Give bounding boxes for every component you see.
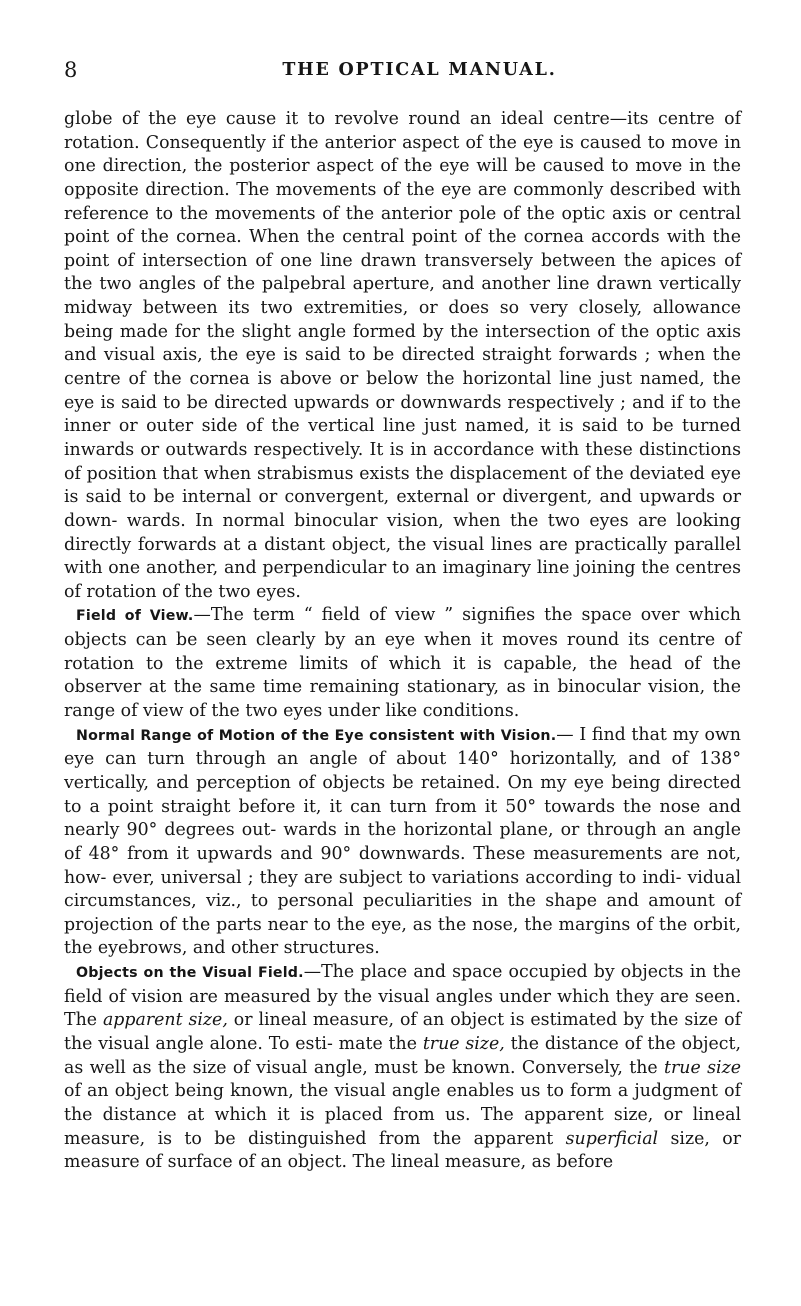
- paragraph-objects-visual-field: [64, 961, 741, 1175]
- run-in-heading: Field of View.: [76, 608, 194, 625]
- run-in-heading: Normal Range of Motion of the Eye consistent with Vision.: [76, 727, 557, 744]
- body-text: [64, 108, 741, 1175]
- paragraph-rotation: [64, 108, 741, 604]
- paragraph-text: — I find that my own eye can turn through an angle of about 140° horizontally, and of 138° vertically, and perception of objects be retained. On my eye being directed to a point straight before it, it can turn from it 50° towards the nose and nearly 90° degrees out- wards in the horizontal plane, or through an angle of 48° from it upwards and 90° downwards. These measurements are not, how- ever, universal ; they are subject to variations according to indi- vidual circumstances, viz., to personal peculiarities in the shape and amount of projection of the parts near to the eye, as the nose, the margins of the orbit, the eyebrows, and other structures.: [64, 724, 741, 959]
- paragraph-text: the distance of the object, as well as the size of visual angle, must be known. Conversely, the: [64, 1033, 742, 1078]
- book-page: [64, 58, 741, 1175]
- paragraph-range-of-motion: [64, 724, 741, 961]
- run-in-heading: Objects on the Visual Field.: [76, 965, 304, 982]
- italic-term: true size,: [422, 1033, 505, 1054]
- paragraph-field-of-view: [64, 604, 741, 723]
- running-title: THE OPTICAL MANUAL.: [282, 60, 557, 80]
- paragraph-text: or lineal measure, of an object is estimated by the size of the visual angle alone. To esti- mate the: [64, 1010, 741, 1054]
- running-head: [64, 58, 741, 86]
- paragraph-text: size, or measure of surface of an object. The lineal measure, as before: [64, 1128, 741, 1173]
- italic-term: true size: [664, 1057, 741, 1078]
- paragraph-text: of an object being known, the visual angle enables us to form a judgment of the distance at which it is placed from us. The apparent size, or lineal measure, is to be distinguished from the apparent: [64, 1081, 741, 1149]
- paragraph-text: —The place and space occupied by objects in the field of vision are measured by the visual angles under which they are seen. The: [64, 962, 741, 1031]
- paragraph-text: globe of the eye cause it to revolve round an ideal centre—its centre of rotation. Consequently if the anterior aspect of the eye is caused to move in one direction, the posterior aspect of the eye will be caused to move in the opposite direction. The movements of the eye are commonly described with reference to the movements of the anterior pole of the optic axis or central point of the cornea. When the central point of the cornea accords with the point of intersection of one line drawn transversely between the apices of the two angles of the palpebral aperture, and another line drawn vertically midway between its two extremities, or does so very closely, allowance being made for the slight angle formed by the intersection of the optic axis and visual axis, the eye is said to be directed straight forwards ; when the centre of the cornea is above or below the horizontal line just named, the eye is said to be directed upwards or downwards respectively ; and if to the inner or outer side of the vertical line just named, it is said to be turned inwards or outwards respectively. It is in accordance with these distinctions of position that when strabismus exists the displacement of the deviated eye is said to be internal or convergent, external or divergent, and upwards or down- wards. In normal binocular vision, when the two eyes are looking directly forwards at a distant object, the visual lines are practically parallel with one another, and perpendicular to an imaginary line joining the centres of rotation of the two eyes.: [64, 109, 741, 602]
- italic-term: superficial: [565, 1128, 659, 1149]
- page-number: 8: [64, 58, 78, 82]
- italic-term: apparent size,: [102, 1010, 228, 1031]
- paragraph-text: —The term “ field of view ” signifies the space over which objects can be seen clearly by an eye when it moves round its centre of rotation to the extreme limits of which it is capable, the head of the observer at the same time remaining stationary, as in binocular vision, the range of view of the two eyes under like conditions.: [64, 605, 741, 722]
